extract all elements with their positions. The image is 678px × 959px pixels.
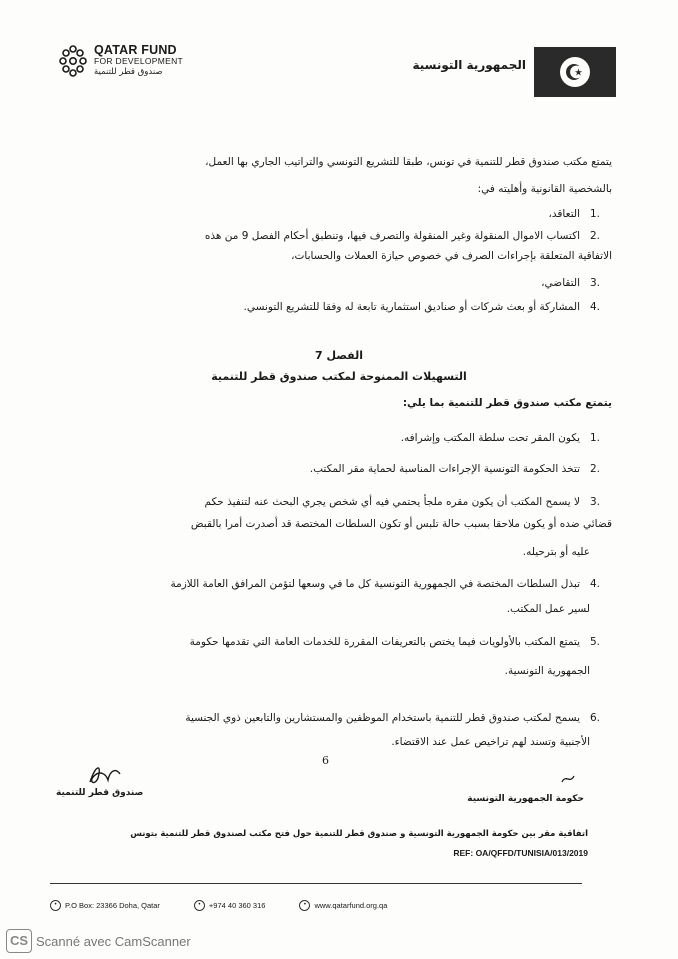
phone-icon: • xyxy=(194,900,205,911)
logo-title: QATAR FUND xyxy=(94,42,177,57)
list-number: .2 xyxy=(589,230,601,242)
camscanner-watermark xyxy=(6,929,191,953)
list-number: .4 xyxy=(589,301,601,313)
list-number: .6 xyxy=(589,712,601,724)
list-text: التعاقد، xyxy=(548,208,580,220)
list-item xyxy=(68,712,608,724)
republic-title: الجمهورية التونسية xyxy=(412,58,526,72)
list-text-continued: لسير عمل المكتب. xyxy=(506,603,590,615)
enjoy-line: يتمتع مكتب صندوق قطر للتنمية بما يلي: xyxy=(402,397,612,409)
list-text: اكتساب الاموال المنقولة وغير المنقولة والتصرف فيها، وتنطبق أحكام الفصل 9 من هذه xyxy=(204,230,580,242)
list-item xyxy=(68,636,608,648)
list-number: .2 xyxy=(589,463,601,475)
list-text: التقاضي، xyxy=(541,277,580,289)
list-item xyxy=(68,578,608,590)
list-item xyxy=(68,208,608,220)
list-item xyxy=(68,301,608,313)
logo-arabic: صندوق قطر للتنمية xyxy=(94,66,163,77)
list-number: .1 xyxy=(589,208,601,220)
location-icon: • xyxy=(50,900,61,911)
list-text-continued: الجمهورية التونسية. xyxy=(504,665,590,677)
signature-label-tunisia: حكومة الجمهورية التونسية xyxy=(467,794,584,804)
list-text-continued: الأجنبية وتسند لهم تراخيص عمل عند الاقتضاء. xyxy=(391,736,590,748)
phone-text: +974 40 360 316 xyxy=(208,901,266,910)
intro-line-2: بالشخصية القانونية وأهليته في: xyxy=(477,183,612,195)
flag-crescent-star-icon xyxy=(560,57,590,87)
logo-subtitle: FOR DEVELOPMENT xyxy=(94,55,184,66)
footer-address xyxy=(50,900,160,911)
signature-mark-tunisia xyxy=(560,772,578,789)
footer-divider xyxy=(50,883,582,884)
list-text: يتمتع المكتب بالأولويات فيما يختص بالتعريفات المقررة للخدمات العامة التي تقدمها حكومة xyxy=(189,636,580,648)
footer-contacts xyxy=(50,900,421,911)
list-text: يسمح لمكتب صندوق قطر للتنمية باستخدام الموظفين والمستشارين والتابعين ذوي الجنسية xyxy=(185,712,580,724)
agreement-caption: اتفاقية مقر بين حكومة الجمهورية التونسية و صندوق قطر للتنمية حول فتح مكتب لصندوق قطر للتنمية بتونس xyxy=(130,829,588,839)
list-number: .1 xyxy=(589,432,601,444)
list-text: المشاركة أو بعث شركات أو صناديق استثمارية تابعة له وفقا للتشريع التونسي. xyxy=(243,301,580,313)
list-text: لا يسمح المكتب أن يكون مقره ملجأ يحتمي فيه أي شخص يجري البحث عنه لتنفيذ حكم xyxy=(204,496,580,508)
po-box-text: P.O Box: 23366 Doha, Qatar xyxy=(65,901,160,910)
list-number: .3 xyxy=(589,277,601,289)
tunisia-flag xyxy=(534,47,616,97)
list-item xyxy=(68,496,608,508)
list-text: يكون المقر تحت سلطة المكتب وإشرافه. xyxy=(400,432,580,444)
camscanner-logo-icon: CS xyxy=(6,929,32,953)
list-number: .3 xyxy=(589,496,601,508)
list-text: تتخذ الحكومة التونسية الإجراءات المناسبة لحماية مقر المكتب. xyxy=(309,463,580,475)
globe-icon: • xyxy=(299,900,310,911)
footer-phone xyxy=(194,900,266,911)
chapter-subtitle: التسهيلات الممنوحة لمكتب صندوق قطر للتنمية xyxy=(211,370,467,383)
list-number: .5 xyxy=(589,636,601,648)
list-item xyxy=(68,230,608,242)
signature-qatar-fund xyxy=(68,760,148,790)
footer-website xyxy=(299,900,387,911)
reference-number: REF: OA/QFFD/TUNISIA/013/2019 xyxy=(453,848,588,858)
chapter-title: الفصل 7 xyxy=(315,349,363,362)
list-number: .4 xyxy=(589,578,601,590)
intro-line-1: يتمتع مكتب صندوق قطر للتنمية في تونس، طبقا للتشريع التونسي والتراتيب الجاري بها العمل، xyxy=(205,156,612,168)
list-item xyxy=(68,432,608,444)
list-item xyxy=(68,277,608,289)
list-text-continued: الاتفاقية المتعلقة بإجراءات الصرف في خصوص حيازة العملات والحسابات، xyxy=(291,250,612,262)
qatar-fund-logo-icon xyxy=(58,44,88,78)
camscanner-text: Scanné avec CamScanner xyxy=(36,933,191,949)
page-number: 6 xyxy=(322,754,329,767)
list-text: تبذل السلطات المختصة في الجمهورية التونسية كل ما في وسعها لتؤمن المرافق العامة اللازمة xyxy=(170,578,580,590)
list-text-continued: عليه أو بترحيله. xyxy=(522,546,590,558)
list-item xyxy=(68,463,608,475)
qatar-fund-logo xyxy=(58,44,183,78)
website-text: www.qatarfund.org.qa xyxy=(314,901,388,910)
list-text-continued: قضائي ضده أو يكون ملاحقا بسبب حالة تلبس أو تكون السلطات المختصة قد أصدرت أمرا بالقبض xyxy=(190,518,612,530)
signature-label-qatar-fund: صندوق قطر للتنمية xyxy=(56,788,144,798)
